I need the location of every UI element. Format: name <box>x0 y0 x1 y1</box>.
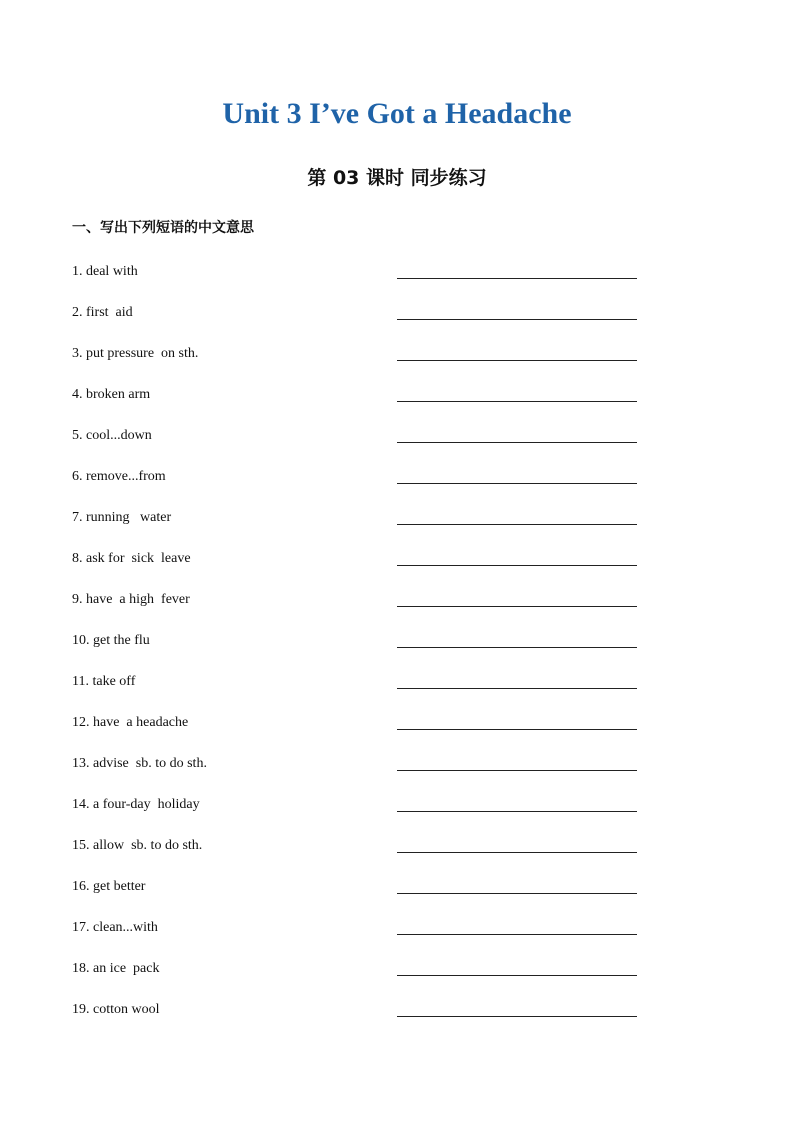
phrase-row <box>72 340 642 381</box>
answer-line[interactable] <box>397 647 637 648</box>
phrase-row <box>72 791 642 832</box>
answer-line[interactable] <box>397 688 637 689</box>
section-heading: 一、写出下列短语的中文意思 <box>72 220 254 236</box>
answer-line[interactable] <box>397 770 637 771</box>
phrase-text: 19. cotton wool <box>72 1002 160 1017</box>
answer-line[interactable] <box>397 524 637 525</box>
phrase-row <box>72 750 642 791</box>
phrase-row <box>72 955 642 996</box>
phrase-row <box>72 627 642 668</box>
phrase-list <box>72 258 642 1037</box>
phrase-text: 11. take off <box>72 674 136 689</box>
answer-line[interactable] <box>397 934 637 935</box>
page-title: Unit 3 I’ve Got a Headache <box>222 97 572 130</box>
answer-line[interactable] <box>397 360 637 361</box>
phrase-text: 1. deal with <box>72 264 138 279</box>
answer-line[interactable] <box>397 278 637 279</box>
phrase-text: 15. allow sb. to do sth. <box>72 838 203 853</box>
phrase-text: 16. get better <box>72 879 146 894</box>
phrase-text: 13. advise sb. to do sth. <box>72 756 207 771</box>
phrase-text: 4. broken arm <box>72 387 151 402</box>
answer-line[interactable] <box>397 729 637 730</box>
lesson-subtitle: 第 03 课时 同步练习 <box>307 167 487 189</box>
phrase-row <box>72 463 642 504</box>
phrase-row <box>72 258 642 299</box>
answer-line[interactable] <box>397 893 637 894</box>
phrase-row <box>72 914 642 955</box>
answer-line[interactable] <box>397 852 637 853</box>
phrase-row <box>72 422 642 463</box>
phrase-row <box>72 545 642 586</box>
phrase-text: 18. an ice pack <box>72 961 160 976</box>
phrase-text: 9. have a high fever <box>72 592 190 607</box>
phrase-row <box>72 381 642 422</box>
phrase-row <box>72 668 642 709</box>
phrase-text: 12. have a headache <box>72 715 189 730</box>
answer-line[interactable] <box>397 975 637 976</box>
phrase-text: 10. get the flu <box>72 633 150 648</box>
phrase-row <box>72 299 642 340</box>
answer-line[interactable] <box>397 811 637 812</box>
phrase-row <box>72 504 642 545</box>
answer-line[interactable] <box>397 565 637 566</box>
phrase-row <box>72 709 642 750</box>
phrase-row <box>72 996 642 1037</box>
answer-line[interactable] <box>397 442 637 443</box>
phrase-text: 8. ask for sick leave <box>72 551 191 566</box>
phrase-text: 5. cool...down <box>72 428 152 443</box>
phrase-text: 7. running water <box>72 510 172 525</box>
answer-line[interactable] <box>397 401 637 402</box>
phrase-row <box>72 586 642 627</box>
phrase-text: 14. a four-day holiday <box>72 797 200 812</box>
answer-line[interactable] <box>397 1016 637 1017</box>
phrase-text: 6. remove...from <box>72 469 166 484</box>
answer-line[interactable] <box>397 606 637 607</box>
phrase-row <box>72 873 642 914</box>
phrase-text: 3. put pressure on sth. <box>72 346 199 361</box>
answer-line[interactable] <box>397 483 637 484</box>
answer-line[interactable] <box>397 319 637 320</box>
phrase-text: 2. first aid <box>72 305 133 320</box>
phrase-text: 17. clean...with <box>72 920 158 935</box>
phrase-row <box>72 832 642 873</box>
